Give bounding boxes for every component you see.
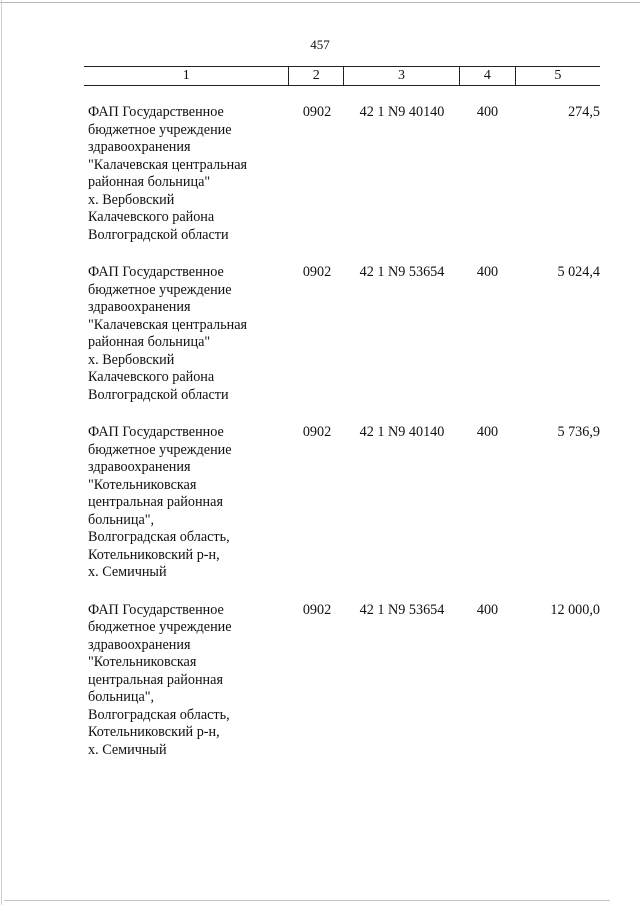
institution-name: ФАП Государственное бюджетное учреждение здравоохранения "Калачевская центральная районная больница" х. Вербовский Калачевского района Волгоградской области <box>88 264 248 403</box>
expense-type-code: 400 <box>476 264 499 280</box>
section-code: 0902 <box>302 601 332 618</box>
target-article-code: 42 1 N9 53654 <box>359 264 445 280</box>
column-header-2: 2 <box>288 67 343 85</box>
table-body <box>88 104 600 779</box>
column-header-1: 1 <box>182 68 190 83</box>
table-row <box>88 424 600 582</box>
target-article-code: 42 1 N9 53654 <box>359 601 445 618</box>
section-code: 0902 <box>302 264 332 280</box>
amount: 274,5 <box>568 104 600 120</box>
scan-border-left <box>1 0 2 905</box>
expense-type-code: 400 <box>476 601 499 618</box>
table-header <box>84 66 600 86</box>
table-row <box>88 602 600 760</box>
target-article-code: 42 1 N9 40140 <box>359 104 445 120</box>
column-header-5: 5 <box>515 67 600 85</box>
institution-name: ФАП Государственное бюджетное учреждение здравоохранения "Калачевская центральная районная больница" х. Вербовский Калачевского района Волгоградской области <box>88 104 248 243</box>
scan-border-top <box>0 2 640 3</box>
amount: 12 000,0 <box>550 601 600 618</box>
section-code: 0902 <box>302 424 332 440</box>
column-header-3: 3 <box>343 67 459 85</box>
table-row <box>88 104 600 244</box>
expense-type-code: 400 <box>476 424 499 440</box>
page-number: 457 <box>310 37 330 52</box>
institution-name: ФАП Государственное бюджетное учреждение здравоохранения "Котельниковская центральная районная больница", Волгоградская область, Котельниковский р-н, х. Семичный <box>88 424 232 580</box>
column-header-4: 4 <box>459 67 515 85</box>
scan-border-bottom <box>4 900 610 901</box>
expense-type-code: 400 <box>476 104 499 120</box>
amount: 5 736,9 <box>557 424 600 440</box>
amount: 5 024,4 <box>557 264 600 280</box>
table-row <box>88 264 600 404</box>
institution-name: ФАП Государственное бюджетное учреждение здравоохранения "Котельниковская центральная районная больница", Волгоградская область, Котельниковский р-н, х. Семичный <box>88 601 232 758</box>
target-article-code: 42 1 N9 40140 <box>359 424 445 440</box>
section-code: 0902 <box>302 104 332 120</box>
